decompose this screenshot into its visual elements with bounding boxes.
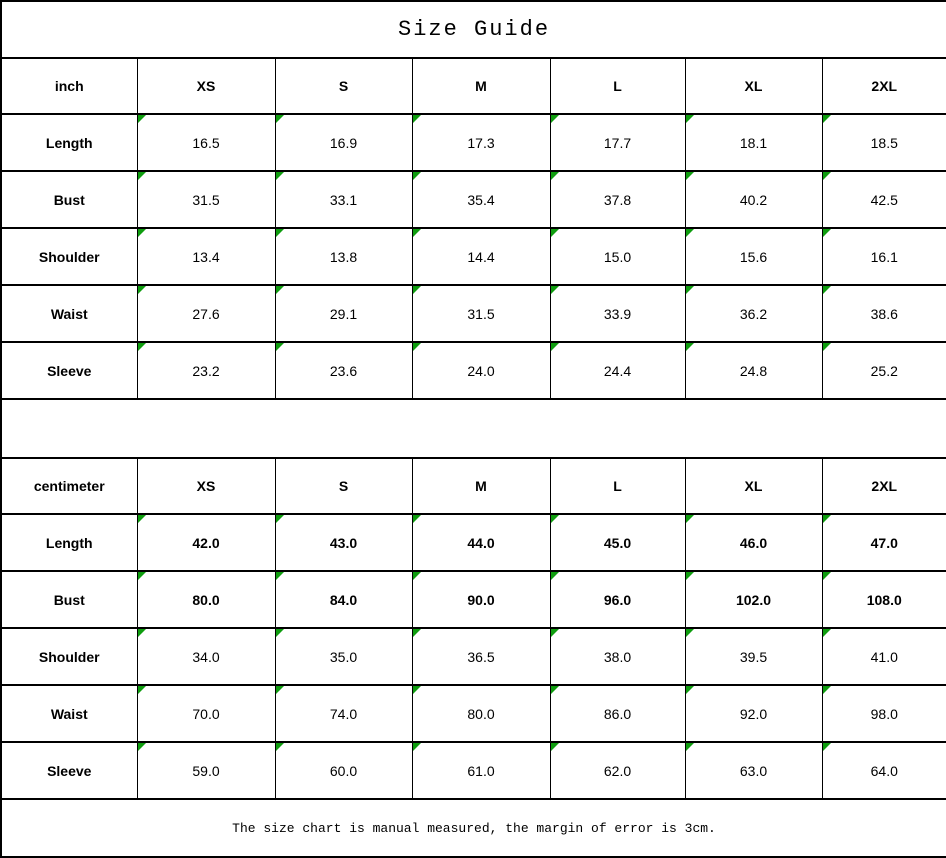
cell-corner-marker-icon bbox=[276, 515, 284, 523]
value-cell: 96.0 bbox=[550, 571, 685, 628]
note-row bbox=[1, 799, 946, 857]
row-label-cell: Waist bbox=[1, 685, 137, 742]
value-cell: 17.3 bbox=[412, 114, 550, 171]
value-cell: 24.0 bbox=[412, 342, 550, 399]
cell-corner-marker-icon bbox=[823, 286, 831, 294]
spacer-cell bbox=[1, 399, 946, 458]
cell-corner-marker-icon bbox=[686, 515, 694, 523]
cell-corner-marker-icon bbox=[413, 629, 421, 637]
cell-corner-marker-icon bbox=[138, 572, 146, 580]
value-cell: 34.0 bbox=[137, 628, 275, 685]
cell-corner-marker-icon bbox=[413, 286, 421, 294]
title-row bbox=[1, 1, 946, 58]
value-cell: 27.6 bbox=[137, 285, 275, 342]
value-cell: 59.0 bbox=[137, 742, 275, 799]
size-header-cell: 2XL bbox=[822, 458, 946, 514]
value-cell: 13.8 bbox=[275, 228, 412, 285]
cell-corner-marker-icon bbox=[551, 743, 559, 751]
value-cell: 80.0 bbox=[137, 571, 275, 628]
value-cell: 45.0 bbox=[550, 514, 685, 571]
cell-corner-marker-icon bbox=[823, 515, 831, 523]
cell-corner-marker-icon bbox=[276, 115, 284, 123]
cell-corner-marker-icon bbox=[823, 115, 831, 123]
unit-header-cell: centimeter bbox=[1, 458, 137, 514]
value-cell: 36.5 bbox=[412, 628, 550, 685]
value-cell: 31.5 bbox=[137, 171, 275, 228]
cell-corner-marker-icon bbox=[823, 343, 831, 351]
cell-corner-marker-icon bbox=[686, 172, 694, 180]
value-cell: 37.8 bbox=[550, 171, 685, 228]
cell-corner-marker-icon bbox=[413, 229, 421, 237]
value-cell: 25.2 bbox=[822, 342, 946, 399]
cell-corner-marker-icon bbox=[276, 743, 284, 751]
value-cell: 92.0 bbox=[685, 685, 822, 742]
measurement-row bbox=[1, 685, 946, 742]
measurement-row bbox=[1, 742, 946, 799]
value-cell: 41.0 bbox=[822, 628, 946, 685]
cell-corner-marker-icon bbox=[413, 115, 421, 123]
value-cell: 102.0 bbox=[685, 571, 822, 628]
size-header-cell: XS bbox=[137, 58, 275, 114]
size-header-cell: M bbox=[412, 458, 550, 514]
cell-corner-marker-icon bbox=[276, 286, 284, 294]
cell-corner-marker-icon bbox=[823, 229, 831, 237]
value-cell: 108.0 bbox=[822, 571, 946, 628]
value-cell: 18.1 bbox=[685, 114, 822, 171]
size-header-cell: 2XL bbox=[822, 58, 946, 114]
cell-corner-marker-icon bbox=[686, 686, 694, 694]
cell-corner-marker-icon bbox=[413, 172, 421, 180]
size-header-cell: XL bbox=[685, 58, 822, 114]
cell-corner-marker-icon bbox=[413, 572, 421, 580]
cell-corner-marker-icon bbox=[138, 343, 146, 351]
spacer-row bbox=[1, 399, 946, 458]
value-cell: 24.8 bbox=[685, 342, 822, 399]
cell-corner-marker-icon bbox=[138, 743, 146, 751]
cell-corner-marker-icon bbox=[413, 515, 421, 523]
measurement-row bbox=[1, 171, 946, 228]
value-cell: 60.0 bbox=[275, 742, 412, 799]
size-header-cell: L bbox=[550, 458, 685, 514]
value-cell: 90.0 bbox=[412, 571, 550, 628]
size-header-cell: XL bbox=[685, 458, 822, 514]
value-cell: 17.7 bbox=[550, 114, 685, 171]
value-cell: 86.0 bbox=[550, 685, 685, 742]
measurement-row bbox=[1, 514, 946, 571]
value-cell: 42.5 bbox=[822, 171, 946, 228]
value-cell: 16.5 bbox=[137, 114, 275, 171]
row-label-cell: Bust bbox=[1, 571, 137, 628]
value-cell: 84.0 bbox=[275, 571, 412, 628]
cell-corner-marker-icon bbox=[686, 343, 694, 351]
value-cell: 16.9 bbox=[275, 114, 412, 171]
cell-corner-marker-icon bbox=[138, 515, 146, 523]
value-cell: 38.0 bbox=[550, 628, 685, 685]
cell-corner-marker-icon bbox=[686, 286, 694, 294]
cell-corner-marker-icon bbox=[276, 629, 284, 637]
row-label-cell: Waist bbox=[1, 285, 137, 342]
cell-corner-marker-icon bbox=[686, 572, 694, 580]
value-cell: 42.0 bbox=[137, 514, 275, 571]
value-cell: 38.6 bbox=[822, 285, 946, 342]
cell-corner-marker-icon bbox=[551, 172, 559, 180]
value-cell: 62.0 bbox=[550, 742, 685, 799]
value-cell: 43.0 bbox=[275, 514, 412, 571]
size-header-row bbox=[1, 458, 946, 514]
value-cell: 61.0 bbox=[412, 742, 550, 799]
value-cell: 80.0 bbox=[412, 685, 550, 742]
row-label-cell: Sleeve bbox=[1, 742, 137, 799]
cell-corner-marker-icon bbox=[276, 572, 284, 580]
value-cell: 15.6 bbox=[685, 228, 822, 285]
measurement-row bbox=[1, 571, 946, 628]
row-label-cell: Shoulder bbox=[1, 228, 137, 285]
measurement-row bbox=[1, 114, 946, 171]
measurement-row bbox=[1, 228, 946, 285]
cell-corner-marker-icon bbox=[823, 629, 831, 637]
value-cell: 23.6 bbox=[275, 342, 412, 399]
size-header-cell: S bbox=[275, 458, 412, 514]
cell-corner-marker-icon bbox=[413, 743, 421, 751]
value-cell: 64.0 bbox=[822, 742, 946, 799]
page-title: Size Guide bbox=[1, 1, 946, 58]
value-cell: 39.5 bbox=[685, 628, 822, 685]
value-cell: 46.0 bbox=[685, 514, 822, 571]
value-cell: 36.2 bbox=[685, 285, 822, 342]
row-label-cell: Bust bbox=[1, 171, 137, 228]
value-cell: 14.4 bbox=[412, 228, 550, 285]
cell-corner-marker-icon bbox=[138, 629, 146, 637]
cell-corner-marker-icon bbox=[686, 115, 694, 123]
cell-corner-marker-icon bbox=[551, 686, 559, 694]
value-cell: 63.0 bbox=[685, 742, 822, 799]
value-cell: 13.4 bbox=[137, 228, 275, 285]
size-header-cell: XS bbox=[137, 458, 275, 514]
value-cell: 35.4 bbox=[412, 171, 550, 228]
value-cell: 33.9 bbox=[550, 285, 685, 342]
cell-corner-marker-icon bbox=[823, 572, 831, 580]
cell-corner-marker-icon bbox=[551, 229, 559, 237]
cell-corner-marker-icon bbox=[686, 743, 694, 751]
cell-corner-marker-icon bbox=[551, 515, 559, 523]
cell-corner-marker-icon bbox=[276, 686, 284, 694]
cell-corner-marker-icon bbox=[551, 629, 559, 637]
cell-corner-marker-icon bbox=[138, 229, 146, 237]
value-cell: 24.4 bbox=[550, 342, 685, 399]
size-header-cell: S bbox=[275, 58, 412, 114]
measurement-row bbox=[1, 285, 946, 342]
cell-corner-marker-icon bbox=[686, 629, 694, 637]
value-cell: 16.1 bbox=[822, 228, 946, 285]
cell-corner-marker-icon bbox=[413, 343, 421, 351]
value-cell: 29.1 bbox=[275, 285, 412, 342]
value-cell: 70.0 bbox=[137, 685, 275, 742]
value-cell: 74.0 bbox=[275, 685, 412, 742]
row-label-cell: Length bbox=[1, 114, 137, 171]
row-label-cell: Sleeve bbox=[1, 342, 137, 399]
value-cell: 40.2 bbox=[685, 171, 822, 228]
cell-corner-marker-icon bbox=[551, 286, 559, 294]
value-cell: 44.0 bbox=[412, 514, 550, 571]
value-cell: 33.1 bbox=[275, 171, 412, 228]
cell-corner-marker-icon bbox=[551, 343, 559, 351]
cell-corner-marker-icon bbox=[823, 686, 831, 694]
cell-corner-marker-icon bbox=[138, 115, 146, 123]
cell-corner-marker-icon bbox=[686, 229, 694, 237]
measurement-row bbox=[1, 342, 946, 399]
size-header-cell: L bbox=[550, 58, 685, 114]
cell-corner-marker-icon bbox=[551, 115, 559, 123]
value-cell: 18.5 bbox=[822, 114, 946, 171]
cell-corner-marker-icon bbox=[138, 286, 146, 294]
cell-corner-marker-icon bbox=[551, 572, 559, 580]
row-label-cell: Length bbox=[1, 514, 137, 571]
cell-corner-marker-icon bbox=[138, 686, 146, 694]
row-label-cell: Shoulder bbox=[1, 628, 137, 685]
size-header-cell: M bbox=[412, 58, 550, 114]
cell-corner-marker-icon bbox=[276, 172, 284, 180]
size-header-row bbox=[1, 58, 946, 114]
unit-header-cell: inch bbox=[1, 58, 137, 114]
value-cell: 31.5 bbox=[412, 285, 550, 342]
cell-corner-marker-icon bbox=[138, 172, 146, 180]
measurement-row bbox=[1, 628, 946, 685]
value-cell: 35.0 bbox=[275, 628, 412, 685]
value-cell: 47.0 bbox=[822, 514, 946, 571]
cell-corner-marker-icon bbox=[823, 743, 831, 751]
cell-corner-marker-icon bbox=[276, 229, 284, 237]
value-cell: 23.2 bbox=[137, 342, 275, 399]
cell-corner-marker-icon bbox=[276, 343, 284, 351]
cell-corner-marker-icon bbox=[823, 172, 831, 180]
measurement-disclaimer: The size chart is manual measured, the margin of error is 3cm. bbox=[1, 799, 946, 857]
value-cell: 98.0 bbox=[822, 685, 946, 742]
cell-corner-marker-icon bbox=[413, 686, 421, 694]
value-cell: 15.0 bbox=[550, 228, 685, 285]
